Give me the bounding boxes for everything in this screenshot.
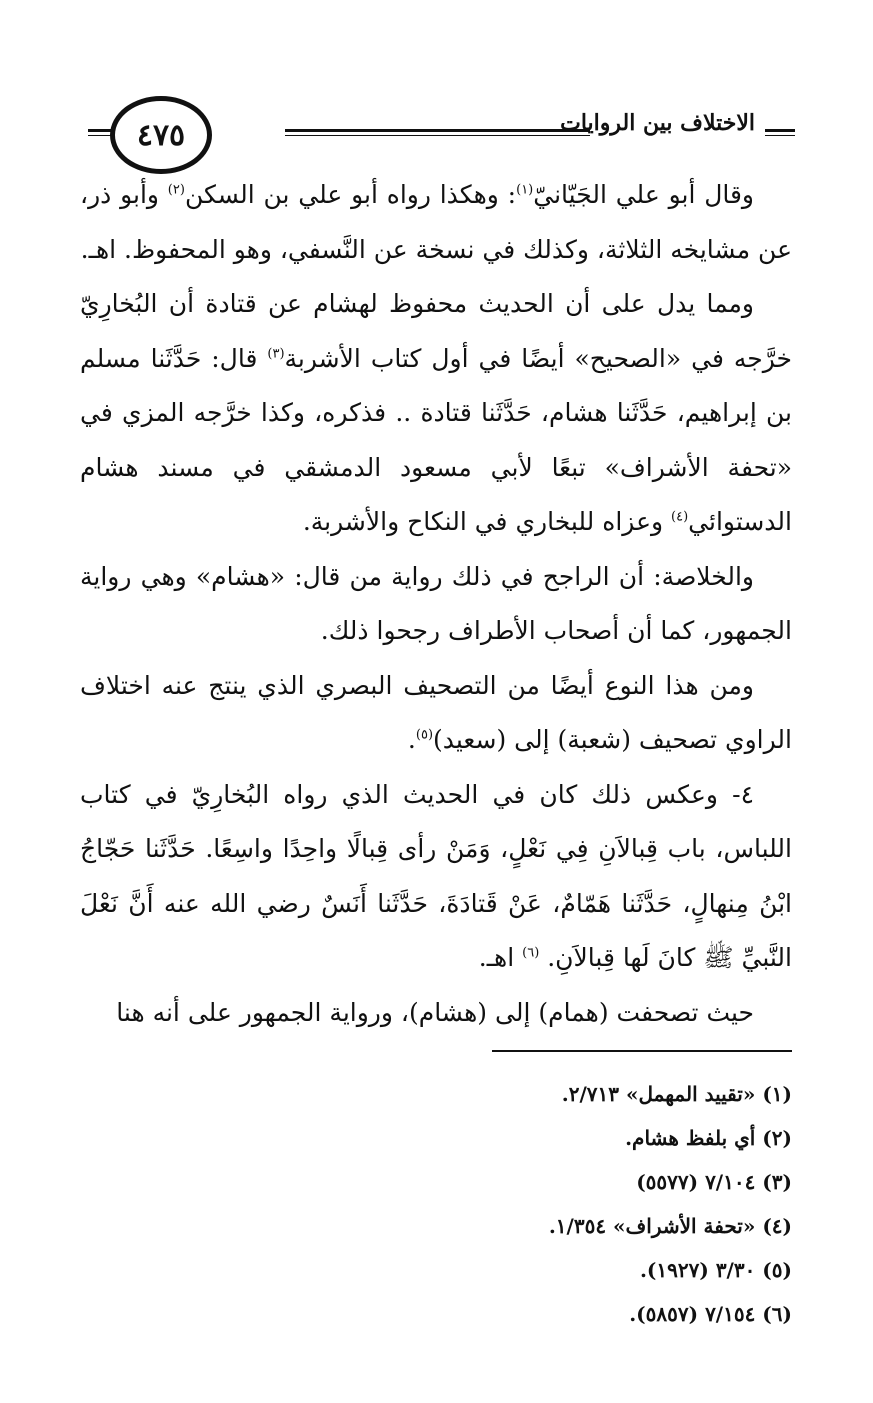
paragraph-text: : وهكذا رواه أبو علي بن السكن [184, 180, 517, 209]
paragraph [80, 168, 792, 277]
footnote: (٦) ٧/١٥٤ (٥٨٥٧). [629, 1302, 792, 1326]
footnote-marker[interactable]: (٣) [267, 346, 285, 362]
footnote-marker[interactable]: (٤) [671, 509, 689, 525]
paragraph [80, 986, 792, 1041]
paragraph-text: حيث تصحفت (همام) إلى (هشام)، ورواية الجمهور على أنه هنا [116, 997, 754, 1027]
paragraph-text: قال: حَدَّثَنا مسلم بن إبراهيم، حَدَّثَنا هشام، حَدَّثَنا قتادة .. فذكره، وكذا خرَّجه المزي في «تحفة الأشراف» تبعًا لأبي مسعود الدمشقي في مسند هشام الدستوائي [80, 343, 792, 536]
paragraph-text: اهـ. [478, 943, 523, 972]
header-rule-right [765, 129, 795, 136]
footnote-marker[interactable]: (٦) [522, 945, 540, 961]
paragraph-text: وقال أبو علي الجَيّانيّ [533, 180, 755, 209]
paragraph [80, 550, 792, 659]
paragraph-text: وعزاه للبخاري في النكاح والأشربة. [302, 507, 672, 536]
paragraph-text: ٤- وعكس ذلك كان في الحديث الذي رواه البُخارِيّ في كتاب اللباس، باب قِبالاَنِ فِي نَعْلٍ، وَمَنْ رأى قِبالًا واحِدًا واسِعًا. حَدَّثَنا حَجّاجُ ابْنُ مِنهالٍ، حَدَّثَنا هَمّامٌ، عَنْ قَتادَةَ، حَدَّثَنا أَنَسٌ رضي الله عنه أَنَّ نَعْلَ النَّبيِّ ﷺ كانَ لَها قِبالاَنِ. [80, 779, 792, 972]
footnote: (٢) أي بلفظ هشام. [625, 1126, 792, 1150]
paragraph [80, 768, 792, 986]
footnote: (٣) ٧/١٠٤ (٥٥٧٧) [636, 1170, 792, 1194]
page-number: ٤٧٥ [110, 96, 212, 174]
footnote-separator [492, 1050, 792, 1052]
paragraph-text: . [407, 725, 416, 754]
footnote-marker[interactable]: (٥) [415, 727, 434, 743]
footnote: (١) «تقييد المهمل» ٢/٧١٣. [561, 1082, 792, 1106]
body-text [80, 168, 792, 1040]
paragraph-text: ومما يدل على أن الحديث محفوظ لهشام عن قتادة أن البُخارِيّ خرَّجه في «الصحيح» أيضًا في أول كتاب الأشربة [80, 289, 792, 373]
running-title: الاختلاف بين الروايات [560, 110, 755, 136]
paragraph-text: ومن هذا النوع أيضًا من التصحيف البصري الذي ينتج عنه اختلاف الراوي تصحيف (شعبة) إلى (سعيد) [80, 670, 792, 754]
footnotes [80, 1072, 792, 1336]
paragraph [80, 277, 792, 550]
footnote-marker[interactable]: (٢) [167, 182, 185, 198]
footnote: (٤) «تحفة الأشراف» ١/٣٥٤. [548, 1214, 792, 1238]
paragraph-text: والخلاصة: أن الراجح في ذلك رواية من قال: «هشام» وهي رواية الجمهور، كما أن أصحاب الأطراف رجحوا ذلك. [80, 561, 792, 645]
footnote: (٥) ٣/٣٠ (١٩٢٧). [639, 1258, 792, 1282]
footnote-marker[interactable]: (١) [516, 182, 534, 198]
paragraph [80, 659, 792, 768]
paragraph-text: وأبو ذر، عن مشايخه الثلاثة، وكذلك في نسخة عن النَّسفي، وهو المحفوظ. اهـ. [80, 180, 792, 264]
header-rule-middle [285, 129, 590, 136]
